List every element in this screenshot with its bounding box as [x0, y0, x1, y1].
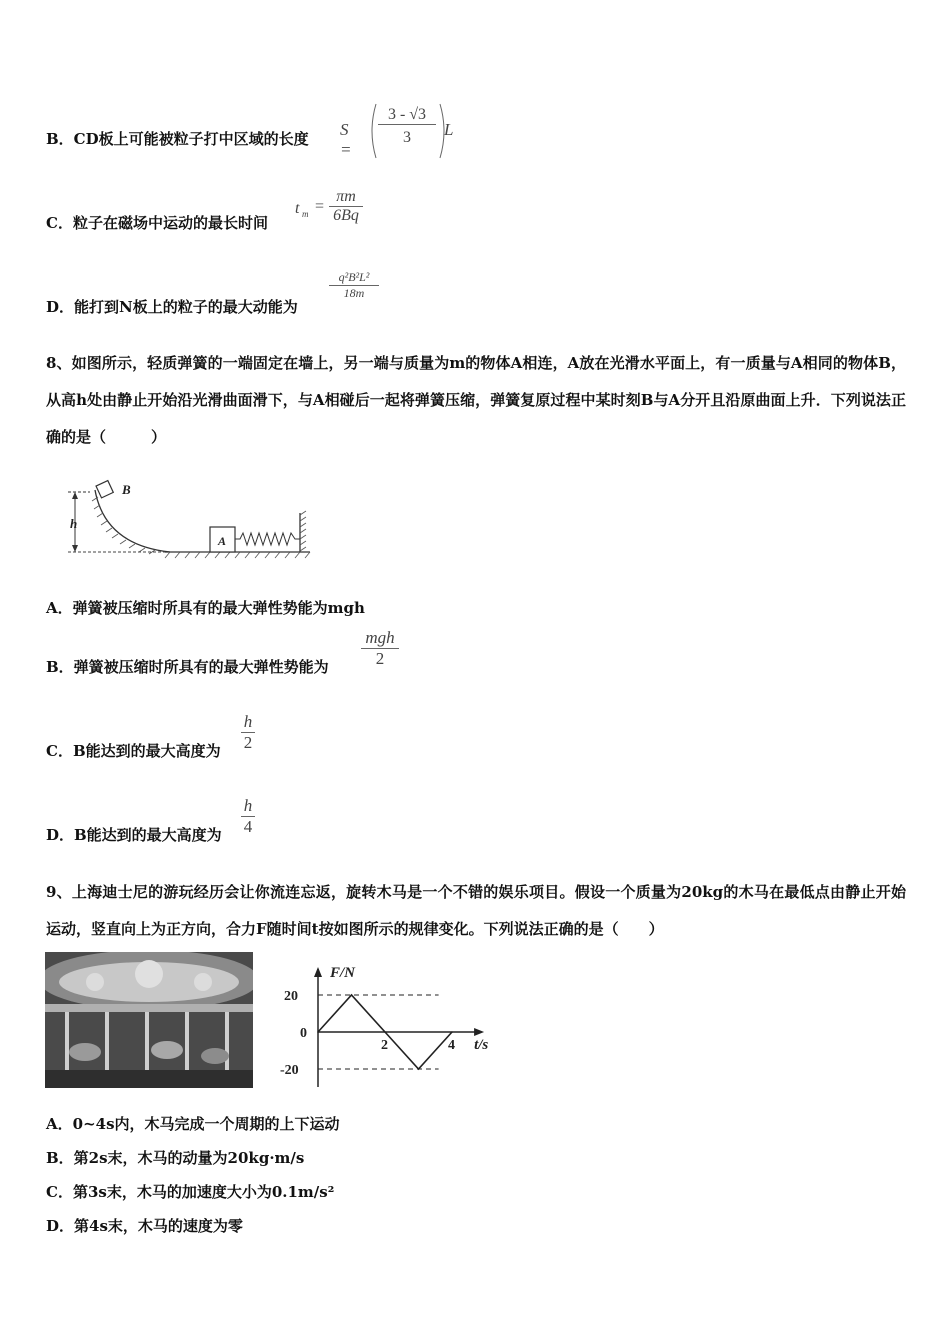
h-arrow-down-head — [72, 545, 78, 552]
label-a: A — [218, 534, 227, 548]
curved-surface — [95, 490, 170, 552]
q7-option-c: C．粒子在磁场中运动的最长时间 — [46, 214, 268, 232]
label-h: h — [70, 516, 78, 531]
y-axis-arrow — [314, 967, 322, 977]
wall-hatching — [300, 511, 306, 551]
label-b: B — [122, 482, 131, 497]
x-axis-arrow — [474, 1028, 484, 1036]
force-data-point — [317, 1031, 319, 1033]
q8-option-a: A．弹簧被压缩时所具有的最大弹性势能为mgh — [46, 599, 365, 617]
block-b — [96, 481, 113, 498]
q8-option-c: C．B能达到的最大高度为 — [46, 742, 221, 760]
q8-stem: 8、如图所示，轻质弹簧的一端固定在墙上，另一端与质量为m的物体A相连，A放在光滑水平面上，有一质量与A相同的物体B，从高h处由静止开始沿光滑曲面滑下，与A相碰后一起将弹簧压缩，弹簧复原过程中某时刻B与A分开且沿原曲面上升．下列说法正确的是（ ） — [46, 354, 906, 446]
carousel-photo — [45, 952, 253, 1088]
force-data-point — [451, 1031, 453, 1033]
q8-option-b: B．弹簧被压缩时所具有的最大弹性势能为 — [46, 658, 329, 676]
q9-option-c: C．第3s末，木马的加速度大小为0.1m/s² — [46, 1183, 335, 1201]
q8-option-d-fraction: $\frac{h}{4}$ — [241, 796, 255, 837]
q7-b-denominator: 3 — [403, 129, 411, 146]
q8-option-b-fraction: $\frac{\text{mgh}}{2}$ — [361, 628, 399, 669]
surface-hatching — [92, 497, 155, 554]
force-data-point — [418, 1068, 420, 1070]
q7-option-b: B．CD板上可能被粒子打中区域的长度 — [46, 130, 309, 148]
h-arrow-up-head — [72, 492, 78, 499]
q9-option-a: A．0~4s内，木马完成一个周期的上下运动 — [46, 1115, 340, 1133]
q8-option-c-fraction: $\frac{h}{2}$ — [241, 712, 255, 753]
y-tick-zero: 0 — [300, 1026, 307, 1041]
q8-option-d: D．B能达到的最大高度为 — [46, 826, 222, 844]
y-axis-label: F/N — [330, 965, 356, 981]
q9-option-d: D．第4s末，木马的速度为零 — [46, 1217, 243, 1235]
q8-figure — [60, 475, 320, 570]
x-tick-4: 4 — [448, 1038, 455, 1053]
ground-hatching — [165, 552, 310, 558]
q7-b-numerator: 3 - √3 — [378, 106, 436, 125]
x-axis-label: t/s — [474, 1037, 489, 1053]
force-data-point — [384, 1031, 386, 1033]
force-time-graph — [262, 955, 512, 1090]
x-tick-2: 2 — [381, 1038, 388, 1053]
force-data-point — [351, 994, 353, 996]
q9-stem: 9、上海迪士尼的游玩经历会让你流连忘返，旋转木马是一个不错的娱乐项目。假设一个质量为20kg的木马在最低点由静止开始运动，竖直向上为正方向，合力F随时间t按如图所示的规律变化。下列说法正确的是（ ） — [46, 883, 906, 938]
y-tick-bottom: -20 — [280, 1063, 299, 1078]
y-tick-top: 20 — [284, 989, 298, 1004]
q7-option-d: D．能打到N板上的粒子的最大动能为 — [46, 298, 298, 316]
q9-option-b: B．第2s末，木马的动量为20kg·m/s — [46, 1149, 305, 1167]
carousel-illustration — [45, 952, 253, 1088]
spring — [235, 533, 300, 545]
q7-option-d-formula: $\frac{\text{q²B²L²}}{18m}$ — [329, 270, 379, 301]
